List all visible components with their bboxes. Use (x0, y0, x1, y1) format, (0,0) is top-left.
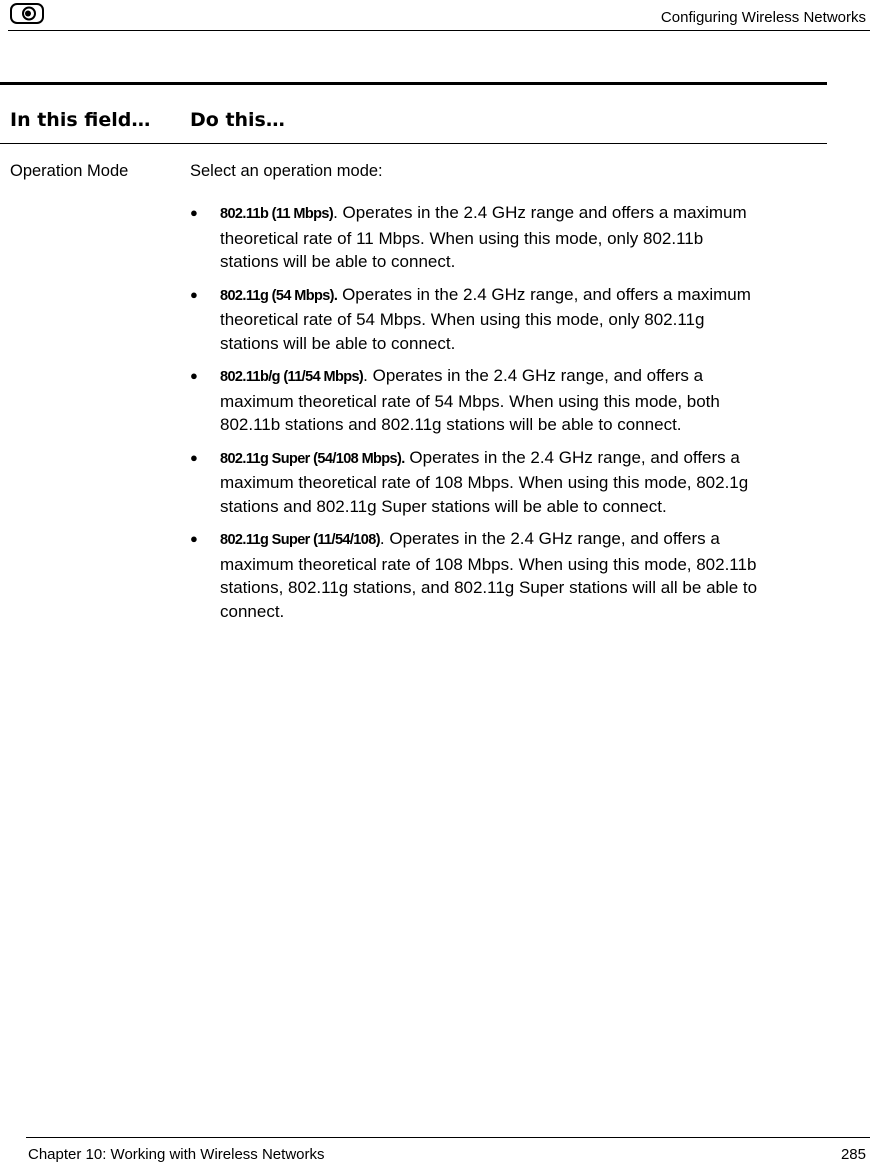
list-item (190, 283, 765, 356)
operation-mode-intro: Select an operation mode: (190, 162, 383, 180)
mode-name: 802.11g Super (54/108 Mbps). (220, 450, 405, 467)
header-divider (8, 30, 870, 31)
bullet-icon: ● (190, 531, 198, 546)
footer-divider (26, 1137, 870, 1138)
column-header-field: In this field… (10, 109, 151, 131)
operation-mode-list (190, 201, 765, 632)
column-header-action: Do this… (190, 109, 285, 131)
table-top-rule (0, 82, 827, 85)
list-item (190, 201, 765, 274)
mode-name: 802.11b (11 Mbps) (220, 206, 334, 222)
bullet-icon: ● (190, 368, 198, 383)
page-header-title: Configuring Wireless Networks (660, 9, 866, 26)
footer-chapter-title: Chapter 10: Working with Wireless Networks (28, 1146, 325, 1163)
mode-name: 802.11g Super (11/54/108) (220, 532, 380, 548)
field-name-operation-mode: Operation Mode (10, 162, 129, 180)
bullet-icon: ● (190, 286, 198, 302)
table-header-rule (0, 143, 827, 144)
bullet-icon: ● (190, 449, 198, 465)
mode-description: . Operates in the 2.4 GHz range, and offers a maximum theoretical rate of 108 Mbps. When using this mode, 802.11b stations, 802.11g stations, and 802.11g Super stations will all be able to connect. (220, 529, 758, 621)
mode-description: Operates in the 2.4 GHz range, and offers a maximum theoretical rate of 54 Mbps. When using this mode, only 802.11g stations will be able to connect. (220, 284, 751, 353)
page-number: 285 (840, 1146, 866, 1163)
camera-eye-logo-icon (10, 3, 44, 24)
mode-description: . Operates in the 2.4 GHz range, and offers a maximum theoretical rate of 54 Mbps. When using this mode, both 802.11b stations and 802.11g stations will be able to connect. (220, 366, 720, 434)
list-item (190, 527, 765, 623)
mode-name: 802.11b/g (11/54 Mbps) (220, 369, 364, 385)
mode-name: 802.11g (54 Mbps). (220, 287, 338, 304)
list-item (190, 364, 765, 437)
list-item (190, 446, 765, 519)
mode-description: Operates in the 2.4 GHz range, and offers a maximum theoretical rate of 108 Mbps. When using this mode, 802.1g stations and 802.11g Super stations will be able to connect. (220, 447, 749, 516)
bullet-icon: ● (190, 205, 198, 220)
mode-description: . Operates in the 2.4 GHz range and offers a maximum theoretical rate of 11 Mbps. When using this mode, only 802.11b stations will be able to connect. (220, 203, 747, 271)
